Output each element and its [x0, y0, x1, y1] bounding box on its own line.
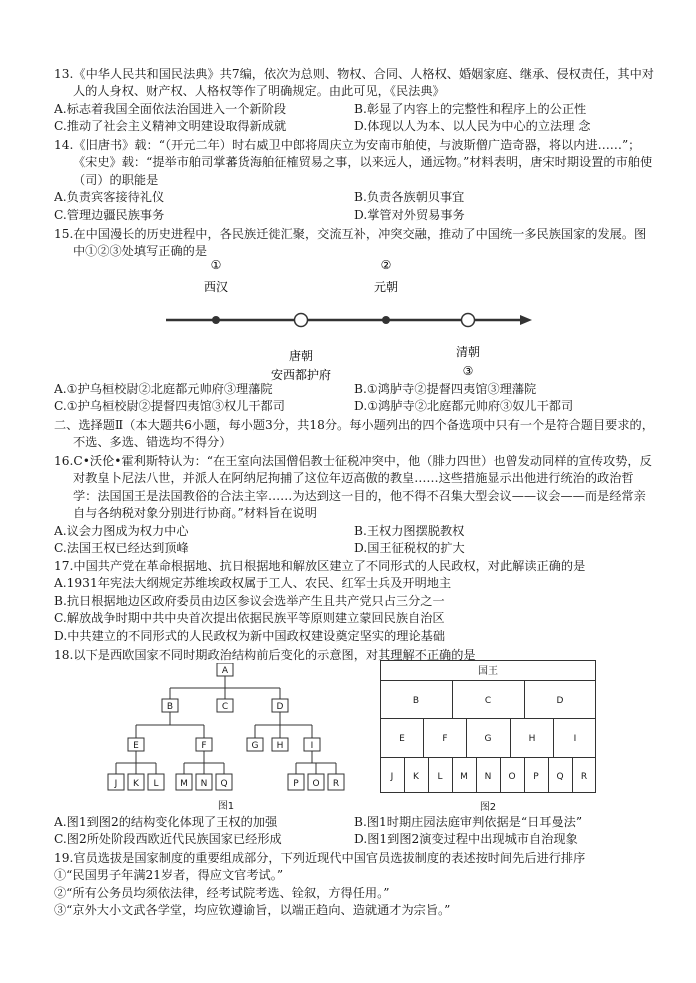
figure-2-table [380, 660, 598, 813]
option-a[interactable]: A.议会力图成为权力中心 [54, 523, 189, 538]
options [54, 101, 654, 136]
fig1-node-k: K [133, 779, 139, 789]
fig1-node-a: A [221, 666, 229, 676]
option-b[interactable]: B.负责各族朝贝事宜 [354, 190, 465, 205]
timeline-dot-yuan [382, 316, 390, 324]
fig2-header-king: 国王 [478, 666, 498, 677]
fig2-cell-o: O [508, 772, 516, 782]
fig1-node-d: D [276, 702, 284, 712]
option-a[interactable]: A.标志着我国全面依法治国进入一个新阶段 [54, 101, 287, 116]
question-stem: 14.《旧唐书》载：“（开元二年）时右威卫中郎将周庆立为安南市舶使，与波斯僧广造奇器，将以内进……”；《宋史》载：“提举市舶司掌蕃货海舶征榷贸易之事，以来远人，通远物。”材料表明，唐宋时期设置的市舶使（司）的职能是 [54, 138, 653, 187]
timeline-dot-xihan [212, 316, 220, 324]
question-18-options [54, 814, 654, 849]
options [54, 189, 654, 224]
option-b[interactable]: B.图1时期庄园法庭审判依据是“日耳曼法” [354, 815, 583, 829]
option-b[interactable]: B.王权力图摆脱教权 [354, 523, 465, 538]
options [54, 381, 654, 416]
fig1-node-j: J [114, 779, 118, 789]
fig2-cell-d: D [556, 696, 564, 706]
timeline-marker-1: ① [210, 258, 222, 272]
fig2-cell-b: B [412, 696, 420, 706]
option-d[interactable]: D.国王征税权的扩大 [354, 541, 465, 556]
timeline-sub-anxi: 安西都护府 [270, 368, 332, 382]
fig1-node-l: L [153, 779, 159, 789]
statement-1: ①“民国男子年满21岁者，得应文官考试。” [54, 868, 284, 883]
fig1-node-m: M [180, 779, 188, 789]
statement-list [54, 867, 654, 919]
option-b[interactable]: B.①鸿胪寺②提督四夷馆③理藩院 [354, 382, 537, 396]
question-19 [54, 850, 654, 920]
question-stem: 17.中国共产党在革命根据地、抗日根据地和解放区建立了不同形式的人民政权，对此解读正确的是 [54, 559, 586, 573]
fig2-cell-h: H [528, 734, 536, 744]
question-stem: 16.C•沃伦•霍利斯特认为：“在王室向法国僧侣教士征税冲突中，他（腓力四世）也曾发动同样的宣传攻势，反对教皇卜尼法八世，并派人在阿纳尼拘捕了这位年迈高傲的教皇……这些措施显示出他进行统治的政治哲学：法国国王是法国教俗的合法主宰……为达到这一目的，他不得不召集大型会议——议会——而是经常亲自与各纳税对象分别进行协商。”材料旨在说明 [54, 454, 652, 521]
fig1-node-h: H [276, 741, 284, 751]
option-a[interactable]: A.1931年宪法大纲规定苏维埃政权属于工人、农民、红军士兵及开明地主 [54, 576, 452, 591]
statement-3: ③“京外大小文武各学堂，均应钦遵谕旨，以端正趋向、造就通才为宗旨。” [54, 903, 451, 918]
timeline-label-qing: 清朝 [455, 345, 481, 359]
option-b[interactable]: B.抗日根据地边区政府委员由边区参议会选举产生且共产党只占三分之一 [54, 593, 445, 608]
figure-1-tree [100, 663, 360, 813]
options [54, 575, 654, 645]
timeline-marker-2: ② [380, 258, 392, 272]
option-d[interactable]: D.体现以人为本、以人民为中心的立法理 念 [354, 119, 591, 134]
question-16 [54, 453, 654, 557]
fig2-cell-m: M [460, 772, 468, 782]
timeline-label-xihan: 西汉 [203, 280, 229, 294]
question-stem: 19.官员选拔是国家制度的重要组成部分，下列近现代中国官员选拔制度的表述按时间先后进行排序 [54, 851, 586, 865]
fig1-node-p: P [293, 779, 299, 789]
fig2-cell-e: E [399, 734, 405, 744]
fig2-cell-q: Q [556, 772, 564, 782]
option-a[interactable]: A.图1到图2的结构变化体现了王权的加强 [54, 815, 278, 829]
section-title: 二、选择题Ⅱ（本大题共6小题，每小题3分，共18分。每小题列出的四个备选项中只有一个是符合题目要求的，不选、多选、错选均不得分） [54, 418, 654, 450]
option-c[interactable]: C.图2所处阶段西欧近代民族国家已经形成 [54, 832, 282, 847]
fig2-cell-c: C [484, 696, 492, 706]
fig2-cell-r: R [580, 772, 588, 782]
fig1-node-i: I [310, 741, 314, 751]
fig2-cell-j: J [390, 772, 394, 782]
timeline-arrow [520, 315, 532, 325]
option-b[interactable]: B.彰显了内容上的完整性和程序上的公正性 [354, 101, 587, 116]
timeline-marker-3: ③ [462, 364, 474, 378]
fig1-node-g: G [251, 741, 259, 751]
option-c[interactable]: C.法国王权已经达到顶峰 [54, 541, 189, 556]
fig2-cell-l: L [437, 772, 443, 782]
figure-1-caption: 图1 [217, 801, 235, 812]
question-stem: 15.在中国漫长的历史进程中，各民族迁徙汇聚，交流互补，冲突交融，推动了中国统一多民族国家的发展。图中①②③处填写正确的是 [54, 227, 647, 259]
option-c[interactable]: C.管理边疆民族事务 [54, 207, 165, 222]
fig1-node-f: F [201, 741, 207, 751]
option-c[interactable]: C.解放战争时期中共中央首次提出依据民族平等原则建立蒙回民族自治区 [54, 611, 445, 626]
timeline-circle-tang [295, 314, 308, 327]
fig1-node-n: N [200, 779, 208, 789]
options [54, 814, 654, 849]
option-c[interactable]: C.①护乌桓校尉②提督四夷馆③权儿干都司 [54, 399, 285, 414]
timeline-label-yuan: 元朝 [373, 280, 399, 294]
fig1-node-e: E [133, 741, 139, 751]
options [54, 523, 654, 558]
fig1-node-q: Q [220, 779, 228, 789]
option-d[interactable]: D.图1到图2演变过程中出现城市自治现象 [354, 832, 578, 847]
question-stem: 13.《中华人民共和国民法典》共7编，依次为总则、物权、合同、人格权、婚姻家庭、继承、侵权责任，其中对人的人身权、财产权、人格权等作了明确规定。由此可见，《民法典》 [54, 67, 654, 99]
statement-2: ②“所有公务员均须依法律，经考试院考选、铨叙，方得任用。” [54, 885, 390, 900]
fig2-cell-f: F [442, 734, 448, 744]
option-d[interactable]: D.中共建立的不同形式的人民政权为新中国政权建设奠定坚实的理论基础 [54, 628, 446, 643]
question-14 [54, 137, 654, 224]
fig2-cell-n: N [484, 772, 492, 782]
option-a[interactable]: A.①护乌桓校尉②北庭都元帅府③理藩院 [54, 382, 273, 396]
fig1-node-c: C [221, 702, 229, 712]
fig2-cell-i: I [573, 734, 577, 744]
question-17 [54, 558, 654, 645]
figure-2-caption: 图2 [479, 802, 497, 813]
question-stem: 18.以下是西欧国家不同时期政治结构前后变化的示意图，对其理解不正确的是 [54, 648, 476, 662]
fig1-node-o: O [312, 779, 320, 789]
option-d[interactable]: D.①鸿胪寺②北庭都元帅府③奴儿干都司 [354, 399, 574, 414]
question-15 [54, 226, 654, 261]
timeline-label-tang: 唐朝 [288, 349, 314, 363]
fig1-node-b: B [166, 702, 174, 712]
option-c[interactable]: C.推动了社会主义精神文明建设取得新成就 [54, 119, 287, 134]
fig1-node-r: R [332, 779, 340, 789]
section-2-header [54, 417, 654, 452]
question-13 [54, 66, 654, 136]
timeline-circle-qing [462, 314, 475, 327]
fig2-cell-g: G [484, 734, 492, 744]
option-d[interactable]: D.掌管对外贸易事务 [354, 207, 465, 222]
timeline-figure [150, 258, 550, 382]
question-15-options [54, 381, 654, 416]
option-a[interactable]: A.负责宾客接待礼仪 [54, 190, 165, 205]
fig2-cell-p: P [533, 772, 539, 782]
fig2-cell-k: K [413, 772, 419, 782]
